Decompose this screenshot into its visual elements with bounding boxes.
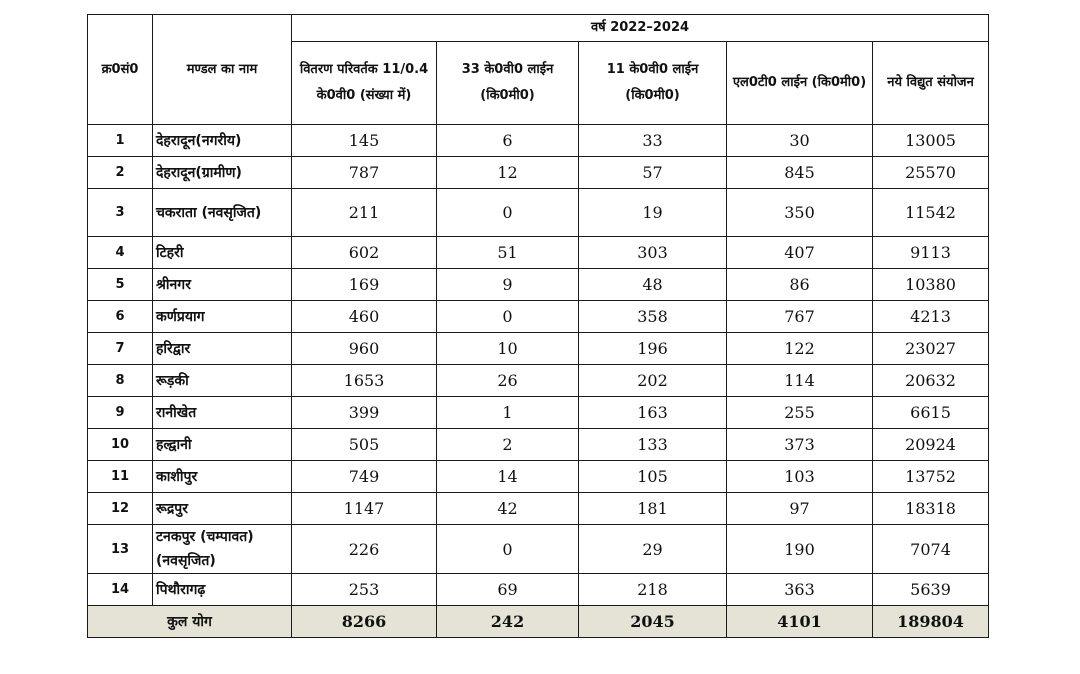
new-connections-cell: 23027	[873, 333, 989, 365]
total-11kv-cell: 2045	[579, 606, 727, 638]
serial-number-cell: 5	[88, 269, 153, 301]
table-row	[88, 157, 989, 189]
line-33kv-cell: 14	[437, 461, 579, 493]
table-row	[88, 269, 989, 301]
transformer-cell: 1653	[292, 365, 437, 397]
line-11kv-cell: 57	[579, 157, 727, 189]
new-connections-cell: 13752	[873, 461, 989, 493]
transformer-cell: 1147	[292, 493, 437, 525]
transformer-cell: 211	[292, 189, 437, 237]
table-row	[88, 429, 989, 461]
year-range-header: वर्ष 2022–2024	[292, 15, 989, 42]
division-name-cell: टिहरी	[153, 237, 292, 269]
table-row	[88, 397, 989, 429]
division-name-cell: देहरादून(नगरीय)	[153, 125, 292, 157]
division-name-cell: हरिद्वार	[153, 333, 292, 365]
transformer-cell: 602	[292, 237, 437, 269]
lt-line-cell: 190	[727, 525, 873, 574]
new-connections-cell: 6615	[873, 397, 989, 429]
new-connections-cell: 7074	[873, 525, 989, 574]
serial-number-cell: 13	[88, 525, 153, 574]
lt-line-cell: 767	[727, 301, 873, 333]
serial-number-cell: 11	[88, 461, 153, 493]
line-33kv-cell: 6	[437, 125, 579, 157]
serial-number-cell: 3	[88, 189, 153, 237]
table-row	[88, 301, 989, 333]
line-33kv-cell: 2	[437, 429, 579, 461]
line-11kv-cell: 202	[579, 365, 727, 397]
table-row	[88, 525, 989, 574]
total-lt-cell: 4101	[727, 606, 873, 638]
serial-number-cell: 6	[88, 301, 153, 333]
division-name-cell: श्रीनगर	[153, 269, 292, 301]
transformer-cell: 505	[292, 429, 437, 461]
line-11kv-cell: 303	[579, 237, 727, 269]
table-row	[88, 333, 989, 365]
new-connections-cell: 4213	[873, 301, 989, 333]
transformer-cell: 253	[292, 574, 437, 606]
serial-number-header: क्र0सं0	[88, 15, 153, 125]
serial-number-cell: 7	[88, 333, 153, 365]
new-connections-cell: 9113	[873, 237, 989, 269]
line-33kv-cell: 26	[437, 365, 579, 397]
division-name-cell: रानीखेत	[153, 397, 292, 429]
serial-number-cell: 4	[88, 237, 153, 269]
serial-number-cell: 9	[88, 397, 153, 429]
lt-line-cell: 373	[727, 429, 873, 461]
line-11kv-cell: 29	[579, 525, 727, 574]
total-row	[88, 606, 989, 638]
serial-number-cell: 10	[88, 429, 153, 461]
new-connections-header: नये विद्युत संयोजन	[873, 42, 989, 125]
line-11kv-cell: 33	[579, 125, 727, 157]
lt-line-cell: 86	[727, 269, 873, 301]
line-33kv-cell: 12	[437, 157, 579, 189]
lt-line-cell: 103	[727, 461, 873, 493]
line-33kv-cell: 42	[437, 493, 579, 525]
division-statistics-table	[87, 14, 989, 638]
line-11kv-cell: 163	[579, 397, 727, 429]
line-33kv-cell: 10	[437, 333, 579, 365]
line-11kv-cell: 48	[579, 269, 727, 301]
transformer-cell: 145	[292, 125, 437, 157]
line-11kv-cell: 196	[579, 333, 727, 365]
transformer-header: वितरण परिवर्तक 11/0.4 के0वी0 (संख्या में)	[292, 42, 437, 125]
line-33kv-header: 33 के0वी0 लाईन (कि0मी0)	[437, 42, 579, 125]
transformer-cell: 749	[292, 461, 437, 493]
new-connections-cell: 20632	[873, 365, 989, 397]
lt-line-cell: 30	[727, 125, 873, 157]
line-33kv-cell: 69	[437, 574, 579, 606]
division-name-cell: रूड़की	[153, 365, 292, 397]
line-11kv-cell: 19	[579, 189, 727, 237]
line-11kv-header: 11 के0वी0 लाईन (कि0मी0)	[579, 42, 727, 125]
line-11kv-cell: 133	[579, 429, 727, 461]
serial-number-cell: 8	[88, 365, 153, 397]
lt-line-cell: 363	[727, 574, 873, 606]
lt-line-cell: 407	[727, 237, 873, 269]
table-row	[88, 365, 989, 397]
line-33kv-cell: 0	[437, 301, 579, 333]
table-row	[88, 125, 989, 157]
new-connections-cell: 5639	[873, 574, 989, 606]
division-name-cell: चकराता (नवसृजित)	[153, 189, 292, 237]
division-name-header: मण्डल का नाम	[153, 15, 292, 125]
lt-line-cell: 845	[727, 157, 873, 189]
transformer-cell: 787	[292, 157, 437, 189]
serial-number-cell: 12	[88, 493, 153, 525]
serial-number-cell: 14	[88, 574, 153, 606]
lt-line-cell: 114	[727, 365, 873, 397]
line-11kv-cell: 218	[579, 574, 727, 606]
table-row	[88, 574, 989, 606]
division-name-cell: रूद्रपुर	[153, 493, 292, 525]
lt-line-cell: 350	[727, 189, 873, 237]
transformer-cell: 169	[292, 269, 437, 301]
lt-line-header: एल0टी0 लाईन (कि0मी0)	[727, 42, 873, 125]
transformer-cell: 960	[292, 333, 437, 365]
table-row	[88, 237, 989, 269]
division-name-cell: देहरादून(ग्रामीण)	[153, 157, 292, 189]
new-connections-cell: 10380	[873, 269, 989, 301]
new-connections-cell: 13005	[873, 125, 989, 157]
new-connections-cell: 25570	[873, 157, 989, 189]
lt-line-cell: 122	[727, 333, 873, 365]
lt-line-cell: 97	[727, 493, 873, 525]
line-33kv-cell: 1	[437, 397, 579, 429]
total-label: कुल योग	[88, 606, 292, 638]
new-connections-cell: 11542	[873, 189, 989, 237]
line-33kv-cell: 0	[437, 525, 579, 574]
serial-number-cell: 1	[88, 125, 153, 157]
line-33kv-cell: 0	[437, 189, 579, 237]
division-name-cell: टनकपुर (चम्पावत) (नवसृजित)	[153, 525, 292, 574]
total-transformer-cell: 8266	[292, 606, 437, 638]
line-33kv-cell: 9	[437, 269, 579, 301]
total-connections-cell: 189804	[873, 606, 989, 638]
line-33kv-cell: 51	[437, 237, 579, 269]
line-11kv-cell: 358	[579, 301, 727, 333]
division-name-cell: काशीपुर	[153, 461, 292, 493]
total-33kv-cell: 242	[437, 606, 579, 638]
division-name-cell: कर्णप्रयाग	[153, 301, 292, 333]
transformer-cell: 399	[292, 397, 437, 429]
table-row	[88, 189, 989, 237]
serial-number-cell: 2	[88, 157, 153, 189]
new-connections-cell: 18318	[873, 493, 989, 525]
division-name-cell: पिथौरागढ़	[153, 574, 292, 606]
division-name-cell: हल्द्वानी	[153, 429, 292, 461]
transformer-cell: 460	[292, 301, 437, 333]
table-row	[88, 493, 989, 525]
new-connections-cell: 20924	[873, 429, 989, 461]
transformer-cell: 226	[292, 525, 437, 574]
lt-line-cell: 255	[727, 397, 873, 429]
table-row	[88, 461, 989, 493]
line-11kv-cell: 105	[579, 461, 727, 493]
line-11kv-cell: 181	[579, 493, 727, 525]
